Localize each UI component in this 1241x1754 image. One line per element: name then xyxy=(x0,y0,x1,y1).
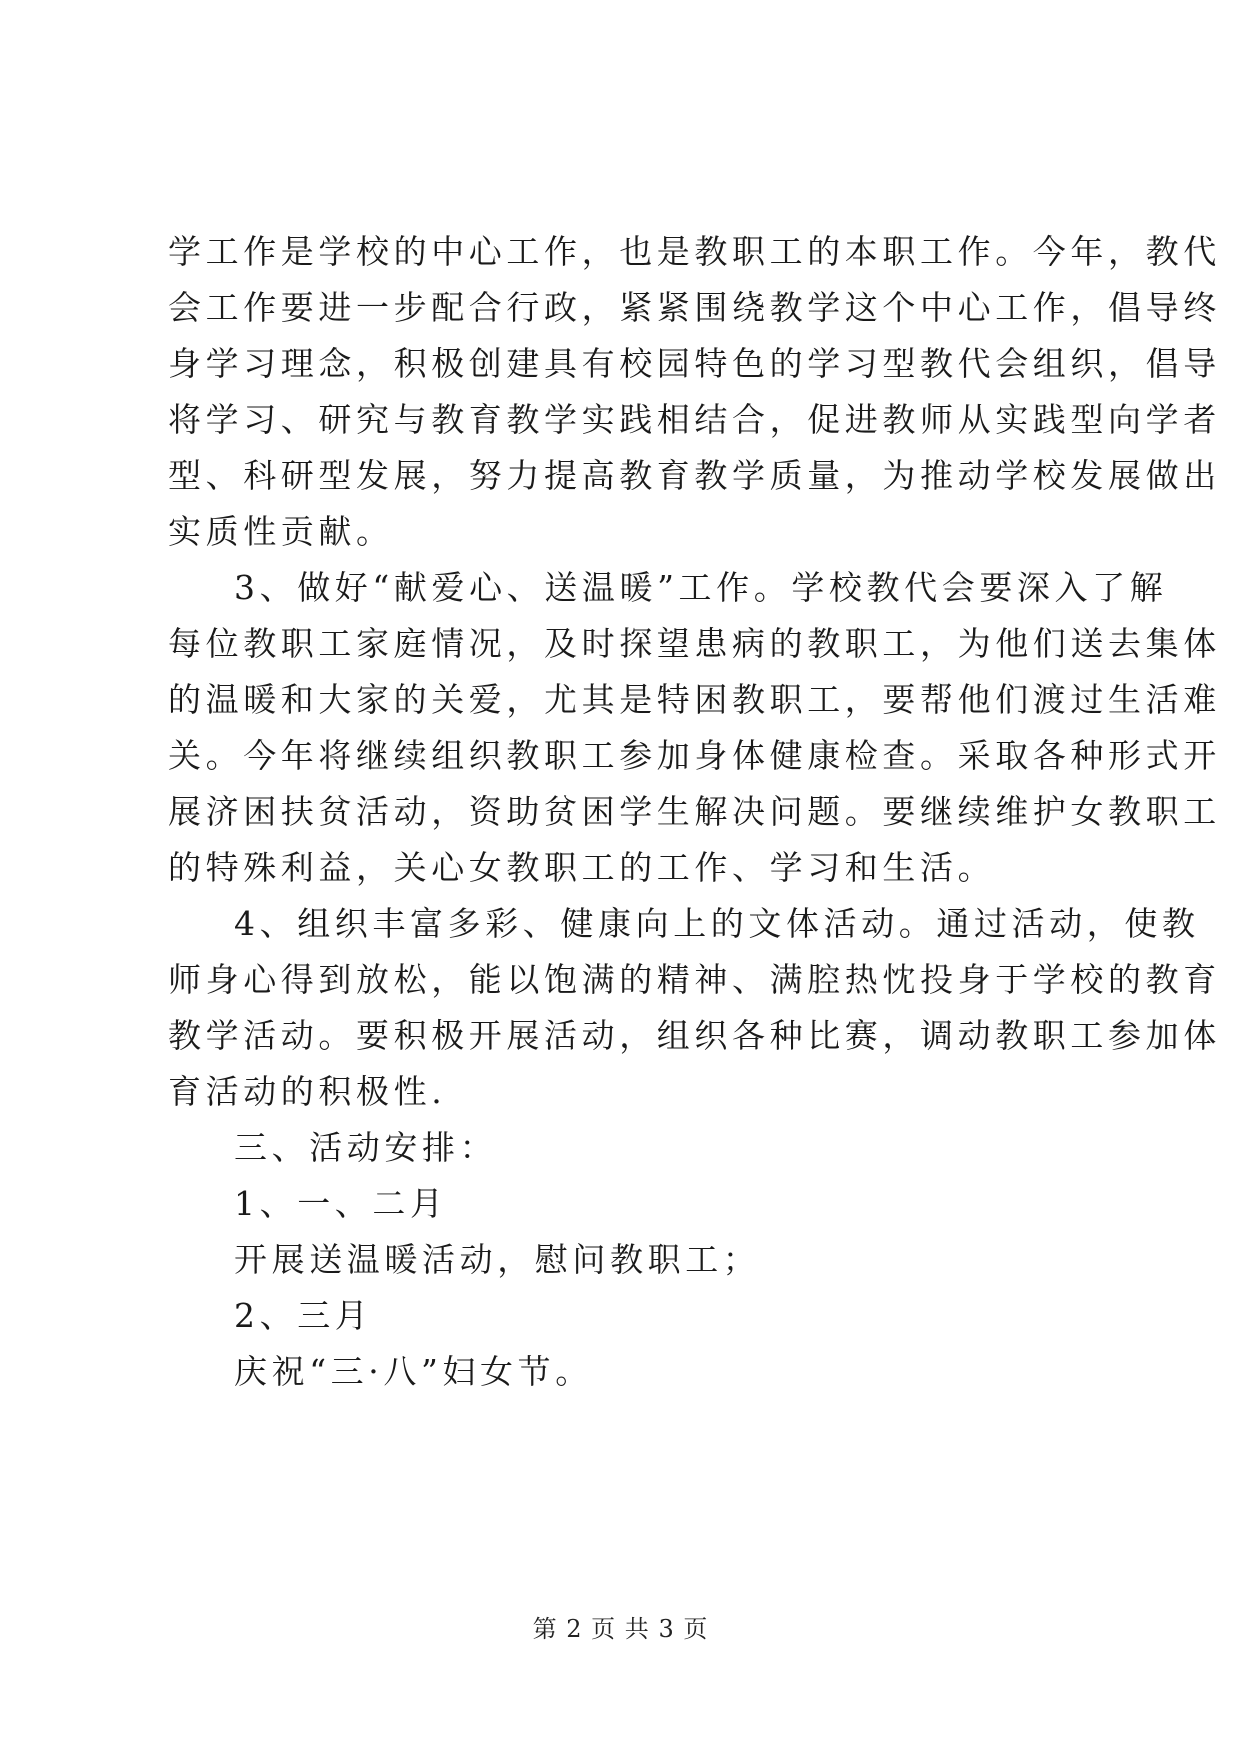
text-line: 4、组织丰富多彩、健康向上的文体活动。通过活动，使教 xyxy=(234,904,1200,943)
list-item: 2、三月 xyxy=(234,1296,373,1335)
text-line: 开展送温暖活动，慰问教职工； xyxy=(234,1240,761,1279)
text-line: 的特殊利益，关心女教职工的工作、学习和生活。 xyxy=(168,848,996,887)
text-line: 的温暖和大家的关爱，尤其是特困教职工，要帮他们渡过生活难 xyxy=(168,680,1221,719)
text-line: 每位教职工家庭情况，及时探望患病的教职工，为他们送去集体 xyxy=(168,624,1221,663)
text-line: 师身心得到放松，能以饱满的精神、满腔热忱投身于学校的教育 xyxy=(168,960,1221,999)
text-line: 展济困扶贫活动，资助贫困学生解决问题。要继续维护女教职工 xyxy=(168,792,1221,831)
section-heading: 三、活动安排： xyxy=(234,1128,498,1167)
text-line: 学工作是学校的中心工作，也是教职工的本职工作。今年，教代 xyxy=(168,232,1221,271)
text-line: 3、做好“献爱心、送温暖”工作。学校教代会要深入了解 xyxy=(234,568,1168,607)
text-line: 庆祝“三·八”妇女节。 xyxy=(234,1352,593,1391)
text-line: 实质性贡献。 xyxy=(168,512,394,551)
text-line: 将学习、研究与教育教学实践相结合，促进教师从实践型向学者 xyxy=(168,400,1221,439)
text-line: 教学活动。要积极开展活动，组织各种比赛，调动教职工参加体 xyxy=(168,1016,1221,1055)
page-number-footer: 第 2 页 共 3 页 xyxy=(532,1615,709,1643)
text-line: 关。今年将继续组织教职工参加身体健康检查。采取各种形式开 xyxy=(168,736,1221,775)
text-line: 会工作要进一步配合行政，紧紧围绕教学这个中心工作，倡导终 xyxy=(168,288,1221,327)
list-item: 1、一、二月 xyxy=(234,1184,448,1223)
text-line: 育活动的积极性. xyxy=(168,1072,447,1111)
text-line: 身学习理念，积极创建具有校园特色的学习型教代会组织，倡导 xyxy=(168,344,1221,383)
text-line: 型、科研型发展，努力提高教育教学质量，为推动学校发展做出 xyxy=(168,456,1221,495)
